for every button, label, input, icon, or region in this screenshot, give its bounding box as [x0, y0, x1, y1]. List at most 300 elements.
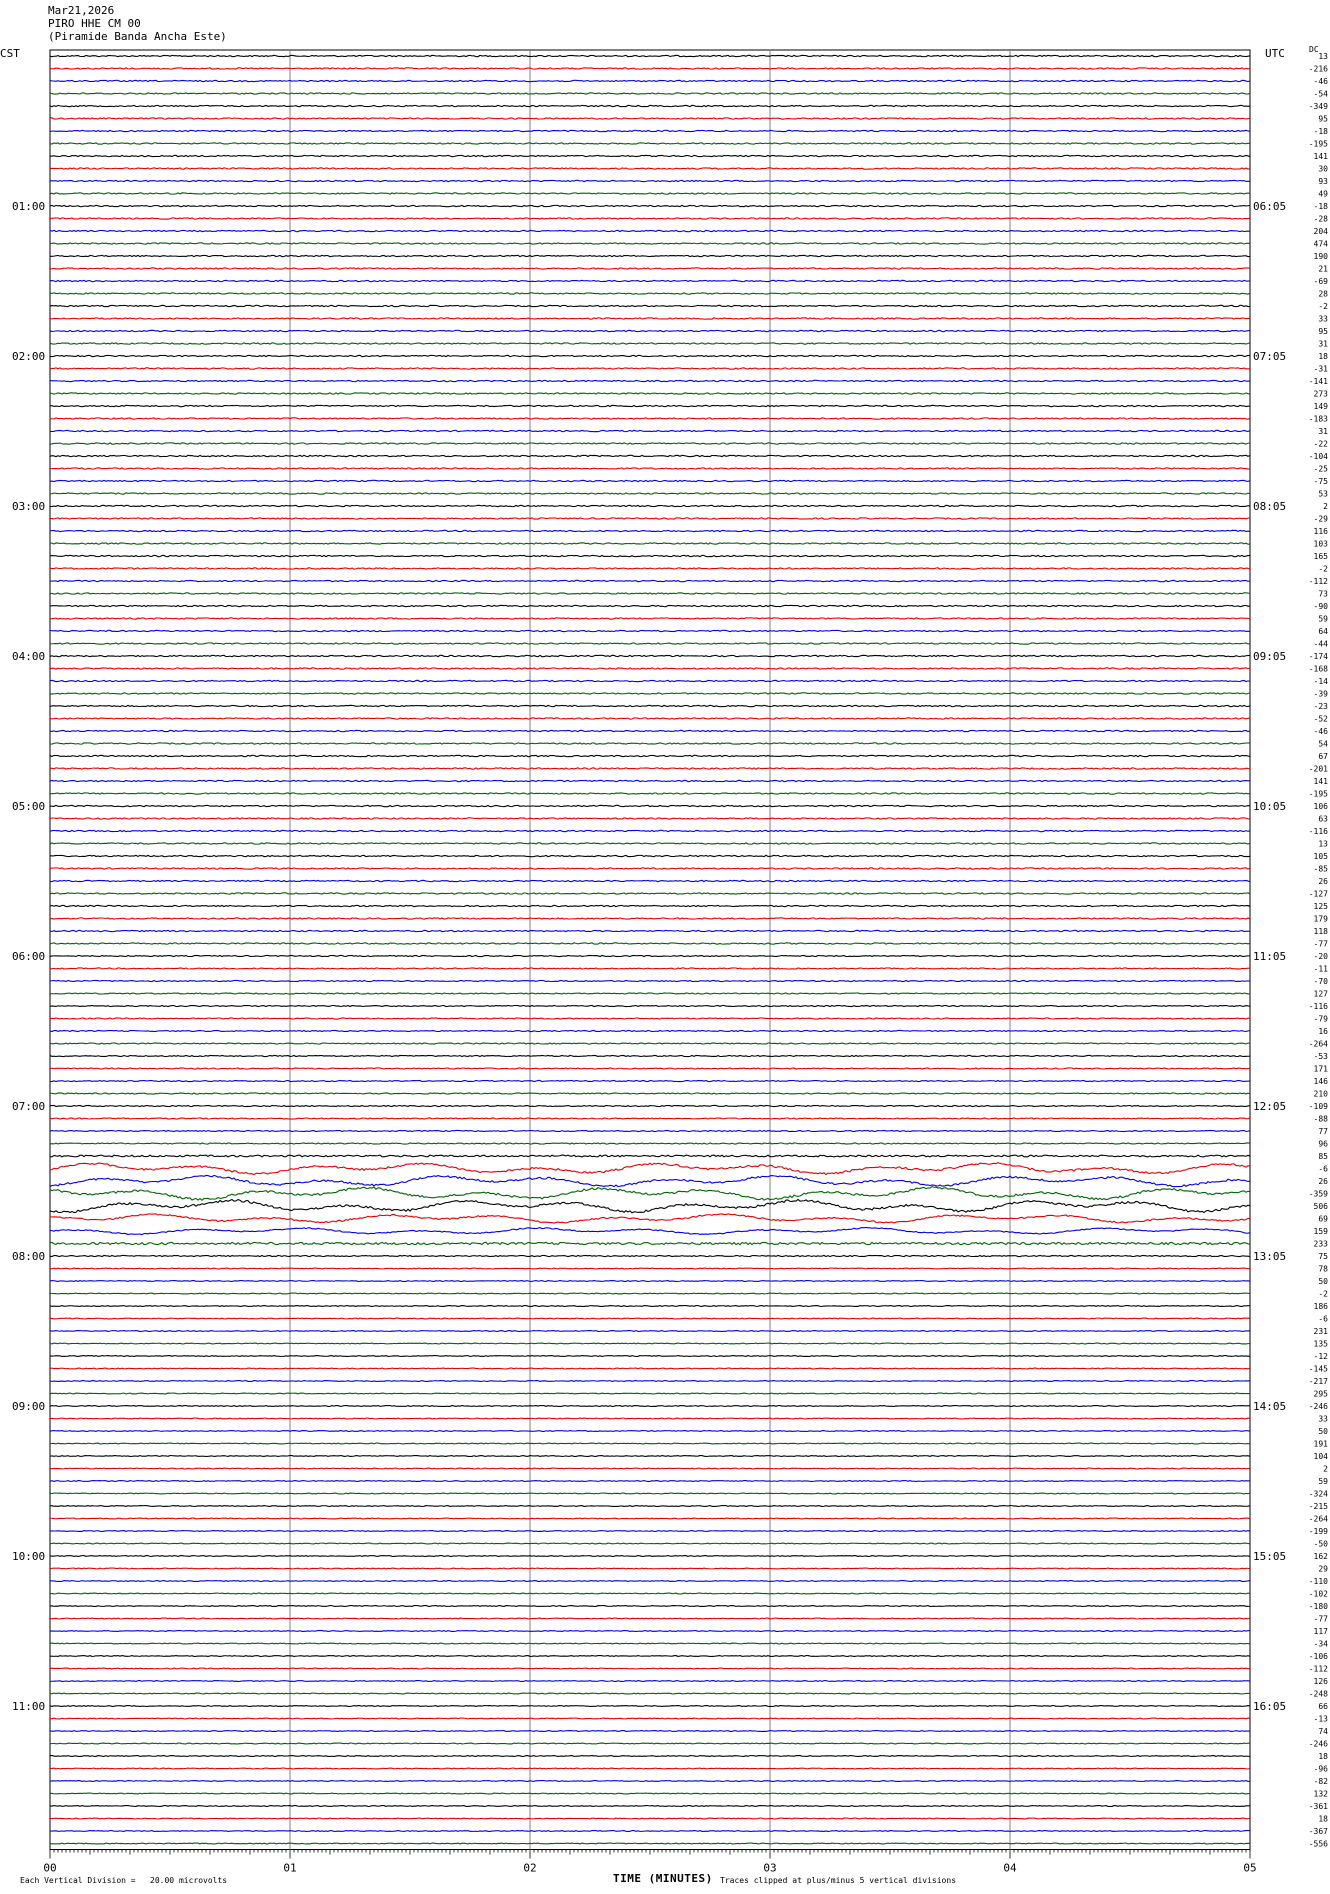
dc-offset-label: 210	[1313, 1089, 1328, 1099]
dc-offset-label: -12	[1313, 1352, 1328, 1361]
dc-column-label: DC	[1309, 45, 1319, 54]
right-hour-label: 06:05	[1253, 200, 1287, 213]
dc-offset-label: 127	[1313, 989, 1328, 999]
trace-line	[50, 543, 1250, 544]
dc-offset-label: 18	[1318, 352, 1328, 361]
trace-line	[50, 455, 1250, 456]
dc-offset-label: -25	[1313, 464, 1328, 474]
dc-offset-label: 135	[1313, 1339, 1328, 1349]
trace-line	[50, 1130, 1250, 1131]
trace-line	[50, 1768, 1250, 1769]
dc-offset-label: 295	[1313, 1389, 1328, 1399]
trace-line	[50, 1793, 1250, 1794]
dc-offset-label: -70	[1313, 977, 1328, 986]
trace-line	[50, 1043, 1250, 1044]
scale-note: Each Vertical Division = 20.00 microvolts	[20, 1876, 228, 1885]
trace-line	[50, 1356, 1250, 1357]
dc-offset-label: -359	[1308, 1189, 1328, 1199]
trace-line	[50, 443, 1250, 444]
trace-line	[50, 993, 1250, 994]
trace-line	[50, 693, 1250, 694]
dc-offset-label: 28	[1318, 289, 1328, 299]
trace-line	[50, 1406, 1250, 1407]
trace-line	[50, 1818, 1250, 1819]
trace-line	[50, 930, 1250, 931]
dc-offset-label: 104	[1313, 1452, 1328, 1461]
dc-offset-label: -31	[1313, 364, 1328, 374]
dc-offset-label: 85	[1318, 1152, 1328, 1161]
dc-offset-label: -34	[1313, 1639, 1328, 1649]
dc-offset-label: 73	[1318, 589, 1328, 599]
trace-line	[50, 805, 1250, 806]
dc-offset-label: -199	[1308, 1527, 1328, 1536]
trace-line	[50, 405, 1250, 406]
trace-line	[50, 480, 1250, 481]
trace-line	[50, 868, 1250, 869]
trace-line	[50, 568, 1250, 569]
dc-offset-label: -180	[1308, 1602, 1328, 1611]
trace-line	[50, 1242, 1250, 1244]
trace-line	[50, 80, 1250, 81]
trace-line	[50, 1331, 1250, 1332]
dc-offset-label: 2	[1323, 502, 1328, 511]
trace-line	[50, 1693, 1250, 1694]
trace-line	[50, 643, 1250, 644]
trace-line	[50, 1518, 1250, 1519]
trace-line	[50, 718, 1250, 719]
x-axis-title: TIME (MINUTES)	[613, 1872, 713, 1885]
dc-offset-label: -53	[1313, 1052, 1328, 1061]
trace-line	[50, 343, 1250, 344]
dc-offset-label: -44	[1313, 639, 1328, 649]
dc-offset-label: -50	[1313, 1539, 1328, 1549]
trace-line	[50, 655, 1250, 656]
dc-offset-label: 159	[1313, 1227, 1328, 1236]
trace-line	[50, 430, 1250, 431]
trace-line	[50, 830, 1250, 831]
right-hour-label: 10:05	[1253, 800, 1287, 813]
trace-line	[50, 680, 1250, 681]
dc-offset-label: -349	[1308, 102, 1328, 111]
dc-offset-label: -29	[1313, 514, 1328, 524]
left-hour-label: 10:00	[12, 1550, 46, 1563]
dc-offset-label: -183	[1308, 414, 1328, 424]
dc-offset-label: -88	[1313, 1114, 1328, 1124]
trace-line	[50, 1118, 1250, 1119]
dc-offset-label: -195	[1308, 789, 1328, 799]
trace-line	[50, 880, 1250, 881]
dc-offset-label: 95	[1318, 327, 1328, 336]
trace-line	[50, 1618, 1250, 1619]
dc-offset-label: -361	[1308, 1802, 1328, 1811]
x-tick-label: 04	[1003, 1861, 1017, 1875]
dc-offset-label: -112	[1308, 1664, 1328, 1674]
trace-line	[50, 1368, 1250, 1369]
right-timezone-label: UTC	[1265, 47, 1285, 60]
trace-line	[50, 518, 1250, 519]
dc-offset-label: 13	[1318, 52, 1328, 61]
trace-line	[50, 68, 1250, 69]
trace-line	[50, 1293, 1250, 1294]
dc-offset-label: 93	[1318, 177, 1328, 186]
dc-offset-label: -22	[1313, 439, 1328, 449]
dc-offset-label: -2	[1318, 564, 1328, 574]
trace-line	[50, 143, 1250, 144]
dc-offset-label: 233	[1313, 1239, 1328, 1249]
left-hour-label: 06:00	[12, 950, 46, 963]
dc-offset-label: -109	[1308, 1102, 1328, 1111]
trace-line	[50, 1493, 1250, 1494]
dc-offset-label: -216	[1308, 64, 1328, 74]
trace-line	[50, 893, 1250, 894]
dc-offset-label: -174	[1308, 652, 1328, 661]
trace-line	[50, 1431, 1250, 1432]
trace-line	[50, 1656, 1250, 1657]
trace-line	[50, 393, 1250, 394]
dc-offset-label: -46	[1313, 77, 1328, 86]
clip-note: Traces clipped at plus/minus 5 vertical divisions	[720, 1876, 957, 1885]
trace-line	[50, 205, 1250, 206]
plot-frame	[50, 50, 1250, 1850]
trace-line	[50, 818, 1250, 819]
trace-line	[50, 243, 1250, 244]
right-hour-label: 14:05	[1253, 1400, 1287, 1413]
dc-offset-label: 105	[1313, 852, 1328, 861]
trace-line	[50, 468, 1250, 469]
trace-line	[50, 618, 1250, 619]
dc-offset-label: -79	[1313, 1014, 1328, 1024]
dc-offset-label: -85	[1313, 864, 1328, 874]
trace-line	[50, 255, 1250, 256]
trace-line	[50, 1055, 1250, 1056]
left-hour-label: 07:00	[12, 1100, 46, 1113]
dc-offset-label: -54	[1313, 89, 1328, 99]
trace-line	[50, 1175, 1250, 1186]
dc-offset-label: 50	[1318, 1277, 1328, 1286]
trace-line	[50, 1227, 1250, 1234]
trace-line	[50, 793, 1250, 794]
right-hour-label: 13:05	[1253, 1250, 1287, 1263]
dc-offset-label: 103	[1313, 539, 1328, 549]
dc-offset-label: -18	[1313, 202, 1328, 211]
dc-offset-label: 63	[1318, 814, 1328, 824]
x-tick-label: 03	[763, 1861, 777, 1875]
dc-offset-label: -168	[1308, 664, 1328, 674]
x-tick-label: 05	[1243, 1861, 1257, 1875]
trace-line	[50, 1543, 1250, 1544]
dc-offset-label: 16	[1318, 1027, 1328, 1036]
dc-offset-label: 117	[1313, 1627, 1328, 1636]
trace-line	[50, 1806, 1250, 1807]
left-hour-label: 05:00	[12, 800, 46, 813]
trace-line	[50, 1018, 1250, 1019]
dc-offset-label: 54	[1318, 739, 1328, 749]
trace-line	[50, 1443, 1250, 1444]
right-hour-label: 09:05	[1253, 650, 1287, 663]
dc-offset-label: 50	[1318, 1427, 1328, 1436]
trace-line	[50, 180, 1250, 181]
dc-offset-label: 30	[1318, 164, 1328, 174]
dc-offset-label: 64	[1318, 627, 1328, 636]
dc-offset-label: 31	[1318, 427, 1328, 436]
dc-offset-label: -110	[1308, 1577, 1328, 1586]
dc-offset-label: 191	[1313, 1439, 1328, 1449]
dc-offset-label: -23	[1313, 702, 1328, 711]
trace-line	[50, 530, 1250, 531]
dc-offset-label: 26	[1318, 877, 1328, 886]
trace-line	[50, 1843, 1250, 1844]
record-date: Mar21,2026	[48, 4, 115, 17]
dc-offset-label: -2	[1318, 302, 1328, 311]
trace-line	[50, 93, 1250, 94]
right-hour-label: 16:05	[1253, 1700, 1287, 1713]
trace-line	[50, 118, 1250, 119]
dc-offset-label: 126	[1313, 1677, 1328, 1686]
trace-line	[50, 743, 1250, 744]
right-hour-label: 12:05	[1253, 1100, 1287, 1113]
dc-offset-label: -112	[1308, 577, 1328, 586]
trace-line	[50, 1681, 1250, 1682]
trace-line	[50, 768, 1250, 769]
trace-line	[50, 980, 1250, 981]
trace-line	[50, 555, 1250, 556]
trace-line	[50, 1030, 1250, 1031]
trace-line	[50, 1631, 1250, 1632]
trace-line	[50, 1506, 1250, 1507]
trace-line	[50, 1281, 1250, 1282]
trace-line	[50, 855, 1250, 856]
dc-offset-label: -82	[1313, 1777, 1328, 1786]
trace-line	[50, 1268, 1250, 1269]
dc-offset-label: 190	[1313, 252, 1328, 261]
dc-offset-label: -556	[1308, 1839, 1328, 1849]
trace-line	[50, 230, 1250, 231]
trace-line	[50, 843, 1250, 844]
dc-offset-label: 33	[1318, 314, 1328, 324]
trace-line	[50, 1568, 1250, 1569]
trace-line	[50, 168, 1250, 169]
right-hour-label: 11:05	[1253, 950, 1287, 963]
dc-offset-label: 165	[1313, 552, 1328, 561]
trace-line	[50, 580, 1250, 581]
dc-offset-label: -69	[1313, 277, 1328, 286]
dc-offset-label: 146	[1313, 1077, 1328, 1086]
trace-line	[50, 668, 1250, 669]
right-hour-label: 08:05	[1253, 500, 1287, 513]
x-tick-label: 02	[523, 1861, 537, 1875]
dc-offset-label: -14	[1313, 677, 1328, 686]
trace-line	[50, 493, 1250, 494]
trace-line	[50, 1668, 1250, 1669]
dc-offset-label: -264	[1308, 1039, 1328, 1049]
dc-offset-label: 141	[1313, 152, 1328, 161]
dc-offset-label: 132	[1313, 1789, 1328, 1799]
dc-offset-label: 116	[1313, 527, 1328, 536]
trace-line	[50, 280, 1250, 281]
trace-line	[50, 1743, 1250, 1744]
dc-offset-label: 26	[1318, 1177, 1328, 1186]
trace-line	[50, 593, 1250, 594]
dc-offset-label: -201	[1308, 764, 1328, 774]
dc-offset-label: -77	[1313, 1614, 1328, 1624]
trace-line	[50, 1418, 1250, 1419]
dc-offset-label: -141	[1308, 377, 1328, 386]
dc-offset-label: -28	[1313, 214, 1328, 224]
dc-offset-label: -13	[1313, 1714, 1328, 1724]
dc-offset-label: 273	[1313, 389, 1328, 399]
dc-offset-label: 125	[1313, 902, 1328, 911]
dc-offset-label: 59	[1318, 614, 1328, 624]
trace-line	[50, 1481, 1250, 1482]
dc-offset-label: -246	[1308, 1739, 1328, 1749]
trace-line	[50, 755, 1250, 756]
left-hour-label: 01:00	[12, 200, 46, 213]
trace-line	[50, 705, 1250, 706]
dc-offset-label: 77	[1318, 1127, 1328, 1136]
station-code: PIRO HHE CM 00	[48, 17, 141, 30]
dc-offset-label: 69	[1318, 1214, 1328, 1224]
dc-offset-label: -102	[1308, 1589, 1328, 1599]
left-hour-label: 08:00	[12, 1250, 46, 1263]
trace-line	[50, 193, 1250, 194]
trace-line	[50, 955, 1250, 956]
trace-line	[50, 730, 1250, 731]
dc-offset-label: -367	[1308, 1827, 1328, 1836]
dc-offset-label: -52	[1313, 714, 1328, 724]
dc-offset-label: -77	[1313, 939, 1328, 949]
trace-line	[50, 1093, 1250, 1094]
dc-offset-label: -215	[1308, 1502, 1328, 1511]
trace-line	[50, 1593, 1250, 1594]
dc-offset-label: 118	[1313, 927, 1328, 936]
left-timezone-label: CST	[0, 47, 20, 60]
trace-line	[50, 130, 1250, 131]
trace-line	[50, 1318, 1250, 1319]
dc-offset-label: 204	[1313, 227, 1328, 236]
trace-line	[50, 1531, 1250, 1532]
dc-offset-label: 21	[1318, 264, 1328, 274]
dc-offset-label: 13	[1318, 839, 1328, 849]
dc-offset-label: -90	[1313, 602, 1328, 611]
dc-offset-label: 29	[1318, 1564, 1328, 1574]
dc-offset-label: 106	[1313, 802, 1328, 811]
trace-line	[50, 1187, 1250, 1201]
trace-line	[50, 105, 1250, 106]
trace-line	[50, 605, 1250, 606]
trace-line	[50, 155, 1250, 156]
left-hour-label: 09:00	[12, 1400, 46, 1413]
trace-line	[50, 293, 1250, 294]
dc-offset-label: 66	[1318, 1702, 1328, 1711]
right-hour-label: 15:05	[1253, 1550, 1287, 1563]
dc-offset-label: 186	[1313, 1302, 1328, 1311]
trace-line	[50, 1706, 1250, 1707]
dc-offset-label: -6	[1318, 1164, 1328, 1174]
trace-line	[50, 1643, 1250, 1644]
trace-line	[50, 905, 1250, 906]
trace-line	[50, 1306, 1250, 1307]
trace-line	[50, 1468, 1250, 1469]
dc-offset-label: -145	[1308, 1364, 1328, 1374]
trace-line	[50, 1831, 1250, 1832]
dc-offset-label: -127	[1308, 889, 1328, 899]
trace-line	[50, 630, 1250, 631]
dc-offset-label: -6	[1318, 1314, 1328, 1324]
dc-offset-label: 18	[1318, 1814, 1328, 1824]
dc-offset-label: 59	[1318, 1477, 1328, 1486]
dc-offset-label: -11	[1313, 964, 1328, 974]
trace-line	[50, 1781, 1250, 1782]
dc-offset-label: 141	[1313, 777, 1328, 786]
dc-offset-label: 506	[1313, 1202, 1328, 1211]
dc-offset-label: 2	[1323, 1464, 1328, 1474]
dc-offset-label: 53	[1318, 489, 1328, 499]
right-hour-label: 07:05	[1253, 350, 1287, 363]
dc-offset-label: 78	[1318, 1264, 1328, 1274]
dc-offset-label: 171	[1313, 1064, 1328, 1074]
trace-line	[50, 268, 1250, 269]
dc-offset-label: 67	[1318, 752, 1328, 761]
dc-offset-label: 74	[1318, 1727, 1328, 1736]
dc-offset-label: 31	[1318, 339, 1328, 349]
dc-offset-label: -246	[1308, 1402, 1328, 1411]
trace-line	[50, 418, 1250, 419]
trace-line	[50, 1556, 1250, 1557]
trace-line	[50, 1005, 1250, 1006]
dc-offset-label: 33	[1318, 1414, 1328, 1424]
trace-line	[50, 1756, 1250, 1757]
left-hour-label: 02:00	[12, 350, 46, 363]
trace-line	[50, 780, 1250, 781]
trace-line	[50, 1381, 1250, 1382]
trace-line	[50, 943, 1250, 944]
trace-line	[50, 1155, 1250, 1157]
dc-offset-label: -248	[1308, 1689, 1328, 1699]
trace-line	[50, 330, 1250, 331]
trace-line	[50, 55, 1250, 56]
trace-line	[50, 1581, 1250, 1582]
dc-offset-label: 162	[1313, 1552, 1328, 1561]
dc-offset-label: -18	[1313, 127, 1328, 136]
dc-offset-label: 49	[1318, 189, 1328, 199]
dc-offset-label: -96	[1313, 1764, 1328, 1774]
x-tick-label: 00	[43, 1861, 57, 1875]
trace-line	[50, 968, 1250, 969]
trace-line	[50, 1255, 1250, 1256]
trace-line	[50, 1606, 1250, 1607]
dc-offset-label: 18	[1318, 1752, 1328, 1761]
dc-offset-label: 95	[1318, 114, 1328, 124]
dc-offset-label: 149	[1313, 402, 1328, 411]
x-tick-label: 01	[283, 1861, 297, 1875]
trace-line	[50, 918, 1250, 919]
trace-line	[50, 305, 1250, 306]
dc-offset-label: 231	[1313, 1327, 1328, 1336]
trace-line	[50, 1105, 1250, 1106]
dc-offset-label: -264	[1308, 1514, 1328, 1524]
trace-line	[50, 1080, 1250, 1081]
dc-offset-label: -116	[1308, 1002, 1328, 1011]
trace-line	[50, 1199, 1250, 1212]
dc-offset-label: -2	[1318, 1289, 1328, 1299]
trace-line	[50, 1068, 1250, 1069]
trace-line	[50, 1456, 1250, 1457]
station-description: (Piramide Banda Ancha Este)	[48, 30, 227, 43]
trace-line	[50, 355, 1250, 356]
dc-offset-label: -46	[1313, 727, 1328, 736]
trace-line	[50, 368, 1250, 369]
trace-line	[50, 1143, 1250, 1144]
